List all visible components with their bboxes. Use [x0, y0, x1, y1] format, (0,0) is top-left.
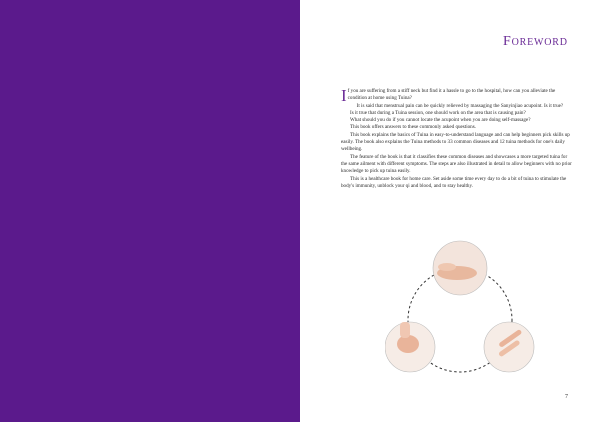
paragraph-1 [341, 88, 573, 103]
page-title: Foreword [503, 34, 568, 49]
finger-pressure-photo [484, 322, 534, 372]
paragraph-8: This is a healthcare book for home care. Set aside some time every day to do a bit of tuina to stimulate the body's immunity, unblock your qi and blood, and to stay healthy. [341, 175, 567, 189]
page-number: 7 [565, 394, 568, 400]
paragraph-5: This book offers answers to these commonly asked questions. [350, 124, 476, 131]
paragraph-4: What should you do if you cannot locate the acupoint when you are doing self-massage? [350, 117, 531, 124]
foreword-text [341, 88, 573, 190]
paragraph-2: It is said that menstrual pain can be quickly relieved by massaging the Sanyinjiao acupoint. Is it true? [356, 102, 564, 109]
massage-techniques-illustration [385, 240, 535, 390]
paragraph-6: This book explains the basics of Tuina in easy-to-understand language and can help beginners pick skills up easily. The book also explains the Tuina methods to 33 common diseases and 12 tuina methods for one's daily wellbeing. [341, 131, 570, 153]
palm-massage-photo [433, 241, 487, 295]
fist-massage-photo [385, 322, 435, 372]
paragraph-1-text: f you are suffering from a stiff neck but find it a hassle to go to the hospital, how can you alleviate the condition at home using Tuina? [347, 88, 556, 102]
paragraph-3: Is it true that during a Tuina session, one should work on the area that is causing pain? [350, 109, 526, 116]
paragraph-7: The feature of the book is that it classifies these common diseases and showcases a more targeted tuina for the same ailment with different symptoms. The steps are also illustrated in detail to allow beginners with no prior knowledge to pick up tuina easily. [341, 153, 572, 175]
drop-cap: I [341, 86, 347, 105]
